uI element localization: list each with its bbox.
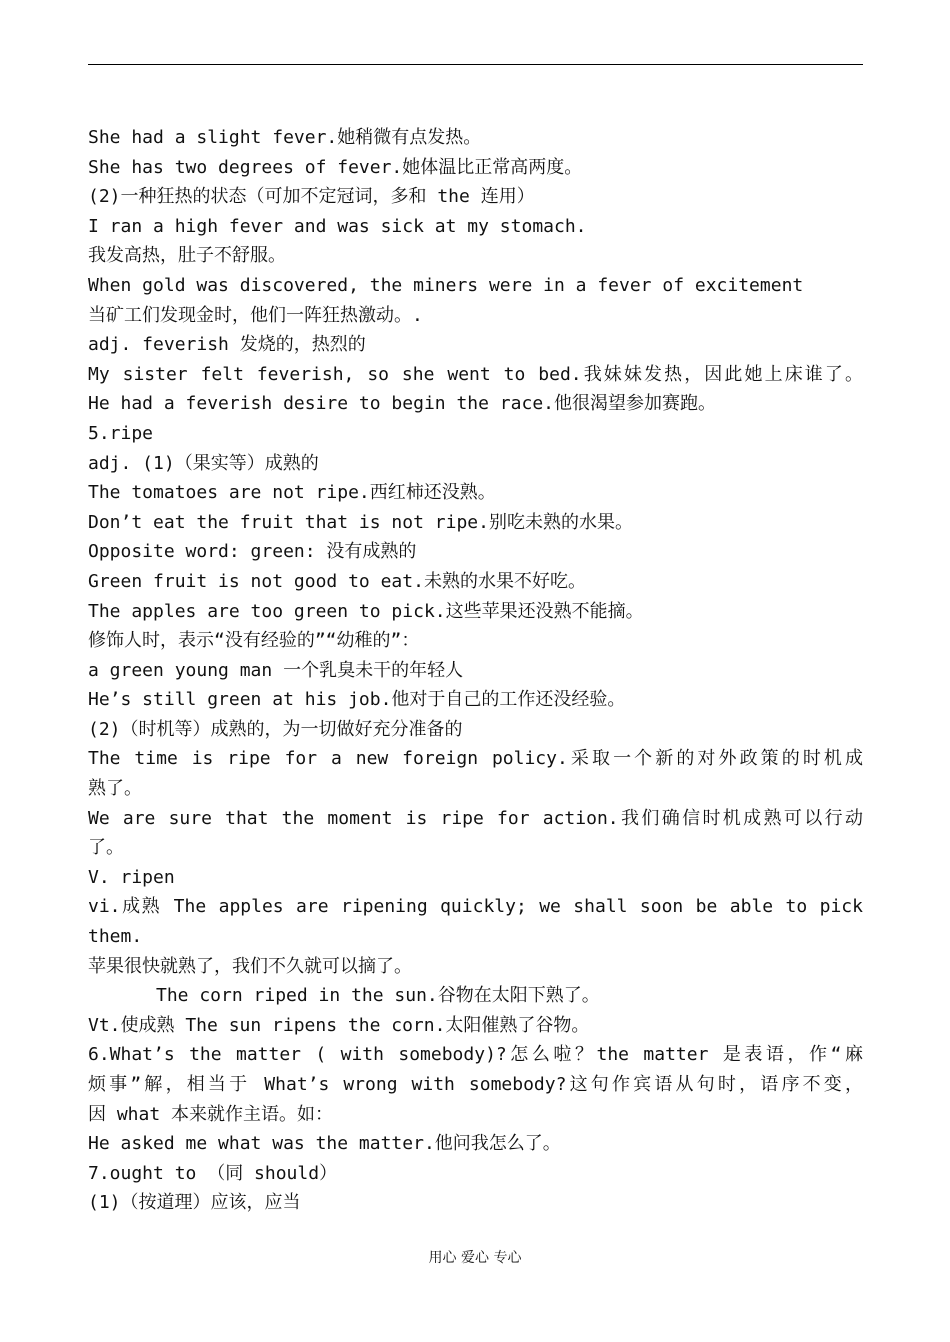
text-line: My sister felt feverish, so she went to bed.我妹妹发热，因此她上床谁了。 — [88, 363, 863, 385]
text-line: them. — [88, 926, 143, 948]
text-line: 烦事”解，相当于 What’s wrong with somebody?这句作宾语从句时，语序不变， — [88, 1074, 863, 1095]
text-line: V. ripen — [88, 866, 175, 888]
text-line: She has two degrees of fever.她体温比正常高两度。 — [88, 156, 583, 178]
text-line: 6.What’s the matter ( with somebody)?怎么啦？the matter 是表语，作“麻 — [88, 1044, 863, 1066]
text-line: 苹果很快就熟了，我们不久就可以摘了。 — [88, 955, 412, 977]
text-line: Green fruit is not good to eat.未熟的水果不好吃。 — [88, 570, 586, 592]
text-line: I ran a high fever and was sick at my stomach. — [88, 215, 587, 237]
text-line: 7.ought to （同 should） — [88, 1162, 338, 1184]
text-line: We are sure that the moment is ripe for action.我们确信时机成熟可以行动 — [88, 807, 863, 829]
text-line: 修饰人时，表示“没有经验的”“幼稚的”： — [88, 630, 420, 652]
text-line: He asked me what was the matter.他问我怎么了。 — [88, 1133, 561, 1155]
header-rule — [88, 64, 863, 65]
text-line: He had a feverish desire to begin the race.他很渴望参加赛跑。 — [88, 393, 716, 415]
page-footer: 用心 爱心 专心 — [428, 1250, 522, 1266]
text-line: The tomatoes are not ripe.西红柿还没熟。 — [88, 482, 496, 504]
text-line: Don’t eat the fruit that is not ripe.别吃未熟的水果。 — [88, 511, 633, 533]
text-line: a green young man 一个乳臭未干的年轻人 — [88, 659, 464, 681]
text-line: vi.成熟 The apples are ripening quickly; we shall soon be able to pick — [88, 896, 863, 918]
text-line: Opposite word: green: 没有成熟的 — [88, 541, 417, 563]
text-line: 我发高热，肚子不舒服。 — [88, 245, 286, 267]
text-line: adj. feverish 发烧的，热烈的 — [88, 334, 366, 356]
text-line: The time is ripe for a new foreign policy.采取一个新的对外政策的时机成 — [88, 748, 863, 770]
text-line: The corn riped in the sun.谷物在太阳下熟了。 — [156, 985, 600, 1007]
text-line: (1)（按道理）应该，应当 — [88, 1192, 301, 1214]
text-line: She had a slight fever.她稍微有点发热。 — [88, 127, 482, 148]
text-line: 因 what 本来就作主语。如： — [88, 1103, 334, 1125]
text-line: adj. (1)（果实等）成熟的 — [88, 452, 319, 474]
text-line: 了。 — [88, 837, 124, 859]
text-line: Vt.使成熟 The sun ripens the corn.太阳催熟了谷物。 — [88, 1014, 590, 1036]
text-line: The apples are too green to pick.这些苹果还没熟不能摘。 — [88, 600, 644, 622]
text-line: (2)（时机等）成熟的，为一切做好充分准备的 — [88, 718, 463, 740]
text-line: 5.ripe — [88, 422, 154, 444]
document-body — [88, 123, 863, 1218]
text-line: When gold was discovered, the miners were in a fever of excitement — [88, 274, 804, 296]
text-line: He’s still green at his job.他对于自己的工作还没经验。 — [88, 689, 626, 711]
text-line: (2)一种狂热的状态（可加不定冠词，多和 the 连用） — [88, 186, 535, 208]
text-line: 当矿工们发现金时，他们一阵狂热激动。. — [88, 304, 423, 326]
text-line: 熟了。 — [88, 778, 142, 800]
